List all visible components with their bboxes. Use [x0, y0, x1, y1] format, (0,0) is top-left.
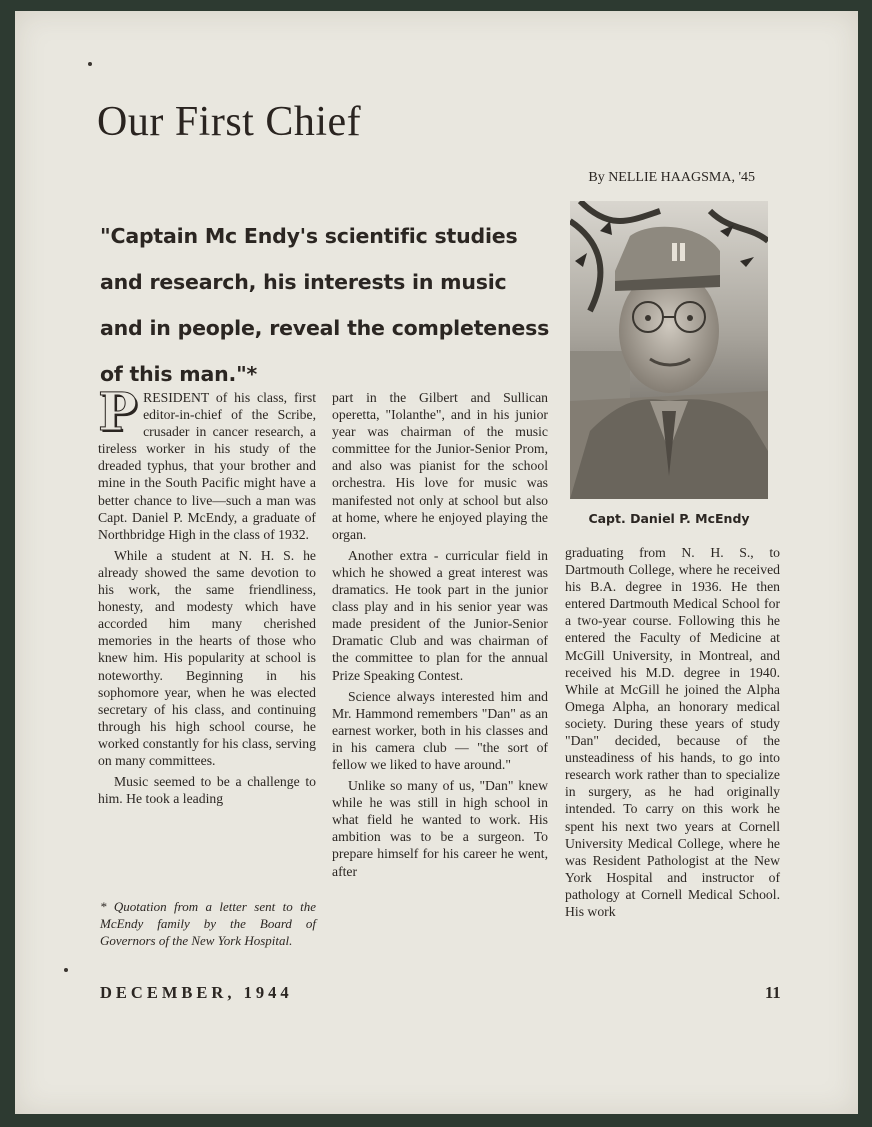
- paragraph: Music seemed to be a challenge to him. He took a leading: [98, 774, 316, 807]
- scan-speck: [64, 968, 68, 972]
- article-title: Our First Chief: [97, 99, 362, 145]
- pull-quote: "Captain Mc Endy's scientific studies and research, his interests in music and in people, reveal the completeness of this man."*: [100, 224, 550, 386]
- byline: By NELLIE HAAGSMA, '45: [588, 170, 755, 185]
- paragraph: Unlike so many of us, "Dan" knew while he was still in high school in what field he wanted to work. His ambition was to be a surgeon. To prepare himself for his career he went, after: [332, 778, 548, 879]
- paragraph: While a student at N. H. S. he already showed the same devotion to his work, the same friendliness, honesty, and modesty which have accorded him many cherished memories in the hearts of those who knew him. His popularity at school is noteworthy. Beginning in his sophomore year, when he was elected secretary of his class, and continuing through his high school course, he worked constantly for his class, serving on many committees.: [98, 547, 316, 768]
- photo-caption: Capt. Daniel P. McEndy: [588, 511, 750, 526]
- article-column-2: [332, 389, 548, 880]
- issue-date: DECEMBER, 1944: [100, 983, 293, 1002]
- portrait-photo: [570, 201, 768, 499]
- paragraph: graduating from N. H. S., to Dartmouth College, where he received his B.A. degree in 1936. He then entered Dartmouth Medical School for a two-year course. Following this he entered the Faculty of Medicine at McGill University, in Montreal, and received his M.D. degree in 1940. While at McGill he joined the Alpha Omega Alpha, an honorary medical society. During these years of study "Dan" decided, because of the unsteadiness of his hands, to go into research work rather than to specialize in surgery, as he had originally intended. To carry on this work he spent his next two years at Cornell University Medical College, where he was Resident Pathologist at the New York Hospital and instructor of pathology at Cornell Medical School. His work: [565, 545, 780, 919]
- paragraph: Science always interested him and Mr. Hammond remembers "Dan" as an earnest worker, both in his classes and in his camera club — "the sort of fellow we liked to have around.": [332, 688, 548, 772]
- article-column-3: [565, 544, 780, 920]
- paragraph: part in the Gilbert and Sullican operetta, "Iolanthe", and in his junior year was chairman of the music committee for the Junior-Senior Prom, and also was pianist for the school orchestra. His love for music was manifested not only at school but also at home, where he enjoyed playing the organ.: [332, 390, 548, 542]
- page-number: 11: [765, 983, 781, 1002]
- article-column-1: [98, 382, 316, 807]
- scan-speck: [88, 62, 92, 66]
- paragraph: Another extra - curricular field in which he showed a great interest was dramatics. He took part in the junior class play and in his senior year was made president of the Junior-Senior Dramatic Club and was chairman of the committee to plan for the annual Prize Speaking Contest.: [332, 547, 548, 683]
- paragraph: PRESIDENT of his class, first editor-in-chief of the Scribe, crusader in cancer research, a tireless worker in his study of the dreaded typhus, that your brother and mine in the South Pacific might have a better chance to live—such a man was Capt. Daniel P. McEndy, a graduate of Northbridge High in the class of 1932.: [98, 382, 316, 542]
- drop-cap: P: [98, 382, 138, 443]
- footnote: * Quotation from a letter sent to the McEndy family by the Board of Governors of the New York Hospital.: [100, 899, 316, 949]
